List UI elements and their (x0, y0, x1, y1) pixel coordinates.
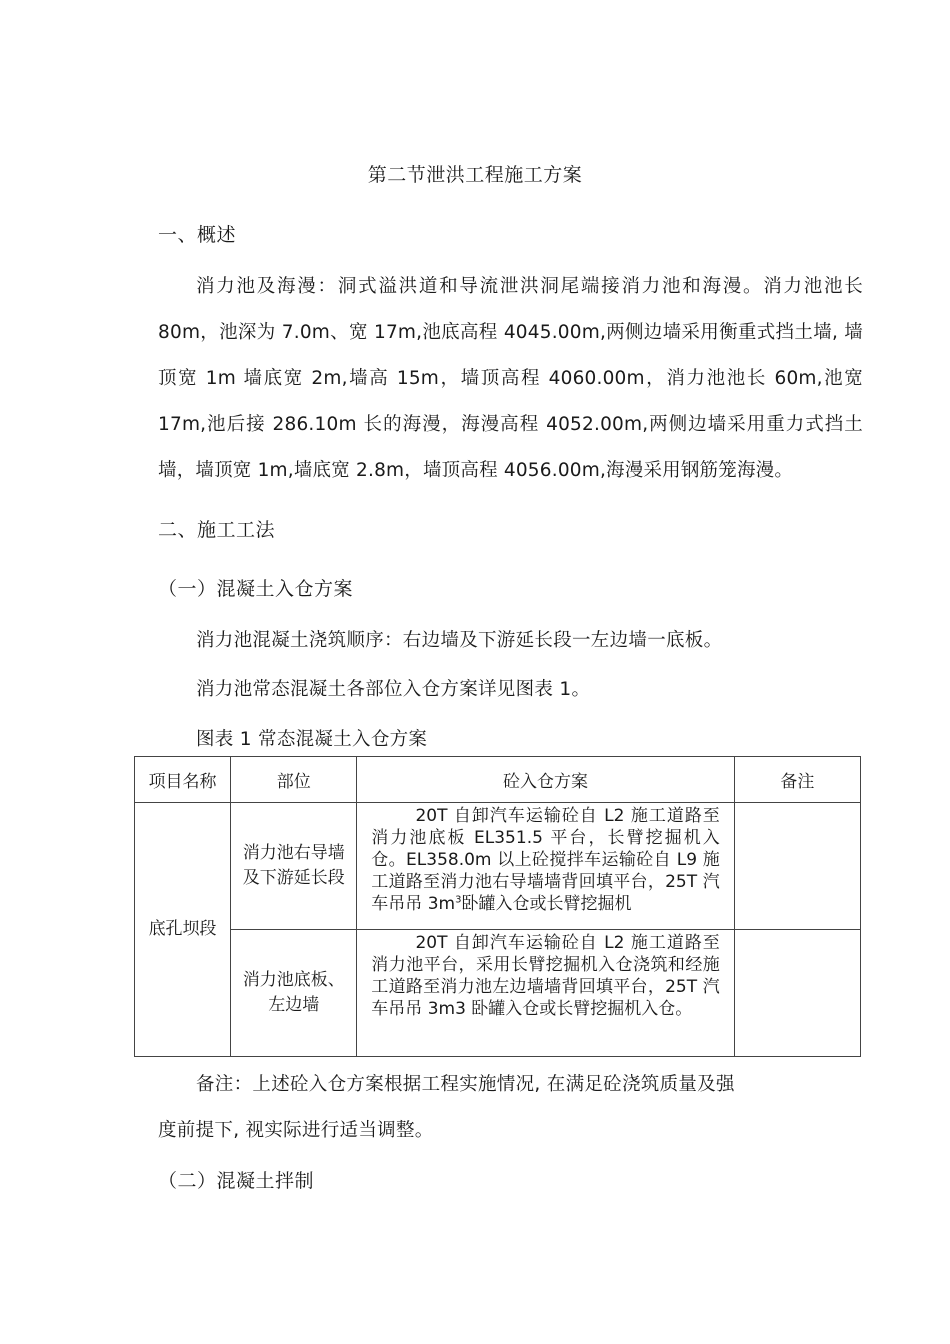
subsection-heading-concrete-mixing: （二）混凝土拌制 (158, 1170, 315, 1192)
remark-text-line2: 度前提下, 视实际进行适当调整。 (158, 1120, 434, 1141)
plan-text-tail: 卧罐入仓或长臂挖掘机 (461, 894, 632, 914)
placement-plan-table (134, 756, 861, 1057)
table-header-row (135, 757, 861, 803)
part-cell: 消力池右导墙及下游延长段 (231, 803, 357, 930)
placement-reference-text: 消力池常态混凝土各部位入仓方案详见图表 1。 (196, 679, 591, 700)
plan-text: 20T 自卸汽车运输砼自 L2 施工道路至消力池底板 EL351.5 平台，长臂挖掘机入仓。EL358.0m 以上砼搅拌车运输砼自 L9 施工道路至消力池右导墙墙背回填平台，25T 汽车吊吊 3m (371, 806, 720, 914)
subsection-heading-concrete-placement: （一）混凝土入仓方案 (158, 578, 354, 600)
section-heading-construction-method: 二、施工工法 (158, 519, 276, 541)
header-part: 部位 (231, 757, 357, 803)
part-cell: 消力池底板、左边墙 (231, 930, 357, 1057)
note-cell (734, 930, 860, 1057)
pouring-sequence-text: 消力池混凝土浇筑顺序：右边墙及下游延长段一左边墙一底板。 (196, 630, 723, 651)
table-row (135, 803, 861, 930)
overview-paragraph: 消力池及海漫：洞式溢洪道和导流泄洪洞尾端接消力池和海漫。消力池池长 80m，池深为 7.0m、宽 17m,池底高程 4045.00m,两侧边墙采用衡重式挡土墙, 墙顶宽 1m 墙底宽 2m,墙高 15m，墙顶高程 4060.00m，消力池池长 60m,池宽 17m,池后接 286.10m 长的海漫，海漫高程 4052.00m,两侧边墙采用重力式挡土墙，墙顶宽 1m,墙底宽 2.8m，墙顶高程 4056.00m,海漫采用钢筋笼海漫。 (158, 276, 863, 481)
header-item-name: 项目名称 (135, 757, 231, 803)
header-placement-plan: 砼入仓方案 (357, 757, 735, 803)
group-name-cell: 底孔坝段 (135, 803, 231, 1057)
document-title: 第二节泄洪工程施工方案 (367, 164, 583, 186)
plan-cell (357, 803, 735, 930)
remark-text-line1: 备注：上述砼入仓方案根据工程实施情况, 在满足砼浇筑质量及强 (196, 1074, 735, 1095)
table-caption: 图表 1 常态混凝土入仓方案 (196, 729, 428, 750)
note-cell (734, 803, 860, 930)
plan-cell: 20T 自卸汽车运输砼自 L2 施工道路至消力池平台，采用长臂挖掘机入仓浇筑和经施工道路至消力池左边墙墙背回填平台，25T 汽车吊吊 3m3 卧罐入仓或长臂挖掘机入仓。 (357, 930, 735, 1057)
header-remarks: 备注 (734, 757, 860, 803)
plan-superscript: 3 (455, 894, 462, 906)
table-row (135, 930, 861, 1057)
section-heading-overview: 一、概述 (158, 224, 237, 246)
